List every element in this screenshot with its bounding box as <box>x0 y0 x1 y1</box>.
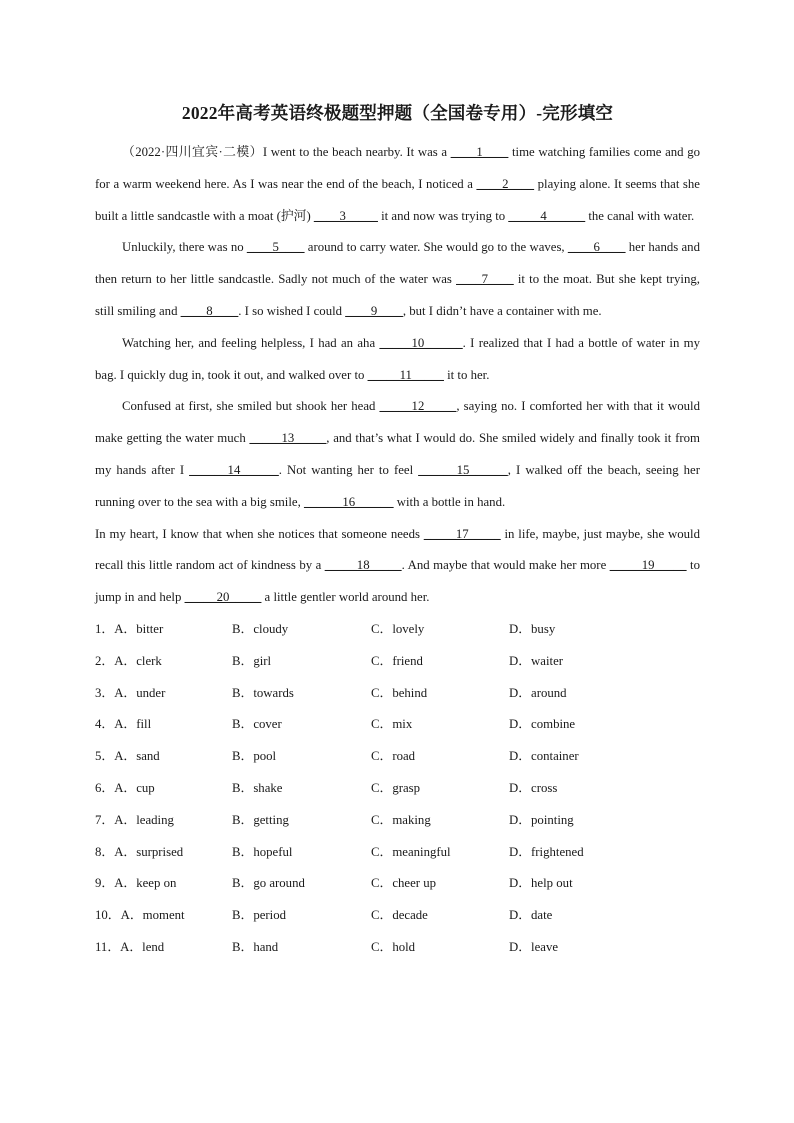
option-a: 11．A．lend <box>95 939 165 954</box>
blank-1: ____1____ <box>450 145 509 159</box>
blank-16: ______16______ <box>303 494 394 509</box>
blank-12: _____12_____ <box>379 399 457 414</box>
passage-paragraph-3: Watching her, and feeling helpless, I had an aha _____10______. I realized that I had a bottle of water in my bag. I quickly dug in, took it out, and walked over to _____11_____ it to her. <box>95 335 701 382</box>
blank-15: ______15______ <box>418 462 508 477</box>
option-c: C．decade <box>371 908 428 923</box>
option-a: 8．A．surprised <box>95 844 184 859</box>
blank-19: _____19_____ <box>609 558 687 573</box>
option-b: B．hopeful <box>232 844 293 859</box>
passage-paragraph-1: （2022·四川宜宾·二模）I went to the beach nearby. It was a ____1____ time watching families come and go for a warm weekend here. As I was near the end of the beach, I noticed a ____2____ playing alone. It seems that she built a little sandcastle with a moat (护河) ____3_____ it and now was trying to _____4______ the canal with water. <box>95 145 700 223</box>
option-a: 3．A．under <box>95 685 166 700</box>
option-a: 2．A．clerk <box>95 653 162 668</box>
option-a: 9．A．keep on <box>95 876 177 891</box>
option-c: C．road <box>371 749 416 764</box>
blank-11: _____11_____ <box>367 367 444 382</box>
option-c: C．meaningful <box>371 844 451 859</box>
option-d: D．busy <box>509 621 556 636</box>
option-row <box>95 773 700 805</box>
option-d: D．frightened <box>509 844 584 859</box>
option-row <box>95 614 700 646</box>
option-row <box>95 709 700 741</box>
option-d: D．date <box>509 908 553 923</box>
option-row <box>95 678 700 710</box>
option-c: C．friend <box>371 653 423 668</box>
option-b: B．hand <box>232 939 279 954</box>
option-a: 1．A．bitter <box>95 621 164 636</box>
blank-20: _____20_____ <box>184 590 262 605</box>
option-b: B．cloudy <box>232 621 289 636</box>
option-a: 5．A．sand <box>95 749 160 764</box>
option-c: C．grasp <box>371 780 421 795</box>
blank-9: ____9____ <box>345 303 403 318</box>
blank-13: _____13_____ <box>249 431 327 446</box>
option-row <box>95 837 700 869</box>
option-b: B．go around <box>232 876 305 891</box>
blank-4: _____4______ <box>508 208 586 223</box>
option-row <box>95 646 700 678</box>
option-c: C．making <box>371 812 431 827</box>
blank-14: ______14______ <box>189 462 279 477</box>
blank-10: _____10______ <box>379 335 463 350</box>
option-c: C．cheer up <box>371 876 437 891</box>
blank-3: ____3_____ <box>313 208 378 223</box>
option-d: D．container <box>509 749 579 764</box>
passage-paragraph-2: Unluckily, there was no ____5____ around to carry water. She would go to the waves, ____6____ her hands and then return to her little sandcastle. Sadly not much of the water was ____7____ it to the moat. But she kept trying, still smiling and ____8____. I so wished I could ____9____, but I didn’t have a container with me. <box>95 240 700 318</box>
blank-17: _____17_____ <box>423 526 501 541</box>
option-a: 10．A．moment <box>95 908 185 923</box>
option-b: B．pool <box>232 749 277 764</box>
option-a: 4．A．fill <box>95 717 152 732</box>
option-b: B．period <box>232 908 287 923</box>
option-row <box>95 900 700 932</box>
option-a: 6．A．cup <box>95 780 155 795</box>
option-b: B．towards <box>232 685 294 700</box>
page-title: 2022年高考英语终极题型押题（全国卷专用）-完形填空 <box>181 103 614 123</box>
option-c: C．lovely <box>371 621 425 636</box>
option-d: D．waiter <box>509 653 564 668</box>
option-a: 7．A．leading <box>95 812 174 827</box>
option-c: C．behind <box>371 685 428 700</box>
option-c: C．hold <box>371 939 416 954</box>
option-b: B．cover <box>232 717 282 732</box>
option-row <box>95 741 700 773</box>
option-d: D．combine <box>509 717 576 732</box>
passage-paragraph-5: In my heart, I know that when she notices that someone needs _____17_____ in life, maybe, just maybe, she would recall this little random act of kindness by a _____18_____. And maybe that would make her more _____19_____ to jump in and help _____20_____ a little gentler world around her. <box>95 526 700 605</box>
option-row <box>95 932 700 964</box>
option-d: D．around <box>509 685 567 700</box>
option-c: C．mix <box>371 717 413 732</box>
option-d: D．cross <box>509 780 558 795</box>
answer-options <box>95 614 700 964</box>
passage-paragraph-4: Confused at first, she smiled but shook her head _____12_____, saying no. I comforted her with that it would make getting the water much _____13_____, and that’s what I would do. She smiled widely and finally took it from my hands after I ______14______. Not wanting her to feel ______15______, I walked off the beach, seeing her running over to the sea with a big smile, ______16______ with a bottle in hand. <box>95 399 700 509</box>
blank-2: ____2____ <box>476 176 535 191</box>
document-page <box>95 100 700 964</box>
blank-5: ____5____ <box>246 240 305 255</box>
blank-7: ____7____ <box>456 272 514 287</box>
option-row <box>95 805 700 837</box>
option-d: D．leave <box>509 939 559 954</box>
blank-18: _____18_____ <box>324 558 402 573</box>
option-b: B．girl <box>232 653 272 668</box>
option-b: B．shake <box>232 780 283 795</box>
source-tag: （2022·四川宜宾·二模） <box>122 145 263 159</box>
blank-8: ____8____ <box>180 303 239 318</box>
option-d: D．help out <box>509 876 573 891</box>
blank-6: ____6____ <box>567 240 626 255</box>
option-d: D．pointing <box>509 812 574 827</box>
option-row <box>95 868 700 900</box>
option-b: B．getting <box>232 812 289 827</box>
